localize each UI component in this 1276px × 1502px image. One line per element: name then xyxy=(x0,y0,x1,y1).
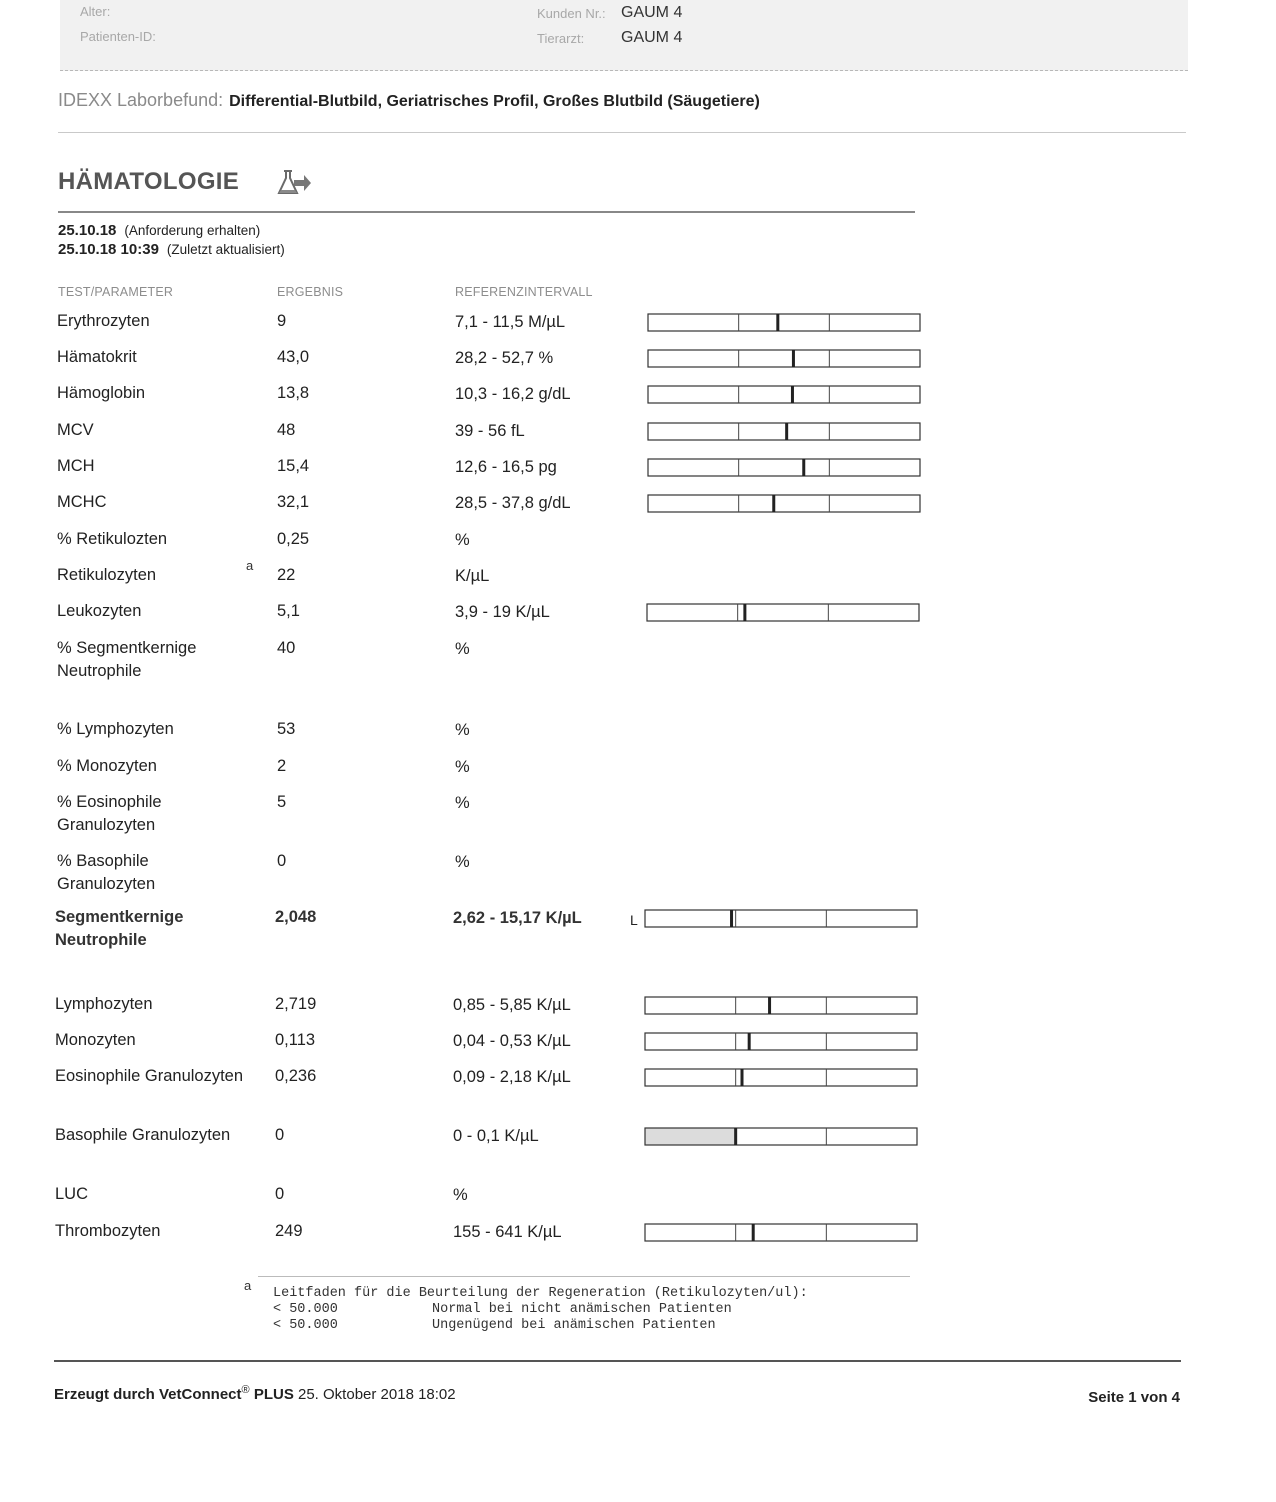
reference-range: 10,3 - 16,2 g/dL xyxy=(455,385,571,403)
page-number: Seite 1 von 4 xyxy=(1088,1389,1180,1406)
footnote-marker: a xyxy=(244,1278,252,1293)
result-value: 2,719 xyxy=(275,995,317,1013)
footnote-line-2-value: < 50.000 xyxy=(273,1302,338,1317)
reference-range: % xyxy=(455,531,470,549)
reference-range: % xyxy=(455,758,470,776)
reference-range: 28,5 - 37,8 g/dL xyxy=(455,494,571,512)
low-flag: L xyxy=(630,912,638,928)
param-name: LUC xyxy=(55,1185,89,1203)
result-value: 249 xyxy=(275,1222,303,1240)
footnote-divider xyxy=(258,1276,910,1277)
range-bar-outline xyxy=(647,604,919,621)
result-marker xyxy=(791,386,794,403)
vet-value: GAUM 4 xyxy=(621,29,683,46)
param-name: Hämoglobin xyxy=(57,384,146,402)
result-value: 0,25 xyxy=(277,530,310,548)
param-name: Thrombozyten xyxy=(55,1222,161,1240)
range-bar xyxy=(648,495,920,512)
result-marker xyxy=(734,1128,737,1145)
result-value: 5 xyxy=(277,793,287,811)
result-value: 53 xyxy=(277,720,296,738)
range-bar-outline xyxy=(648,459,920,476)
footnote-line-2-text: Normal bei nicht anämischen Patienten xyxy=(432,1302,732,1317)
footnote-line-1: Leitfaden für die Beurteilung der Regeneration (Retikulozyten/ul): xyxy=(273,1286,808,1301)
col-reference: REFERENZINTERVALL xyxy=(455,285,593,299)
reference-range: 0,04 - 0,53 K/µL xyxy=(453,1032,571,1050)
footnote-ref: a xyxy=(246,558,254,573)
col-parameter: TEST/PARAMETER xyxy=(58,285,174,299)
lab-tests: Differential-Blutbild, Geriatrisches Profil, Großes Blutbild (Säugetiere) xyxy=(229,93,760,110)
result-value: 0 xyxy=(277,852,287,870)
range-bar-outline xyxy=(645,910,917,927)
param-name: % Retikulozten xyxy=(57,530,168,548)
param-name: Segmentkernige Neutrophile xyxy=(55,908,184,949)
reference-range: 39 - 56 fL xyxy=(455,422,525,440)
result-marker xyxy=(785,423,788,440)
result-marker xyxy=(741,1069,744,1086)
lab-prefix: IDEXX Laborbefund: xyxy=(58,90,224,110)
age-label: Alter: xyxy=(80,4,111,19)
param-name: Monozyten xyxy=(55,1031,136,1049)
reference-range: 28,2 - 52,7 % xyxy=(455,349,554,367)
param-name: MCHC xyxy=(57,493,107,511)
result-value: 2,048 xyxy=(275,908,317,926)
param-name: MCV xyxy=(57,421,94,439)
result-value: 40 xyxy=(277,639,296,657)
reference-range: 2,62 - 15,17 K/µL xyxy=(453,909,582,927)
range-bar xyxy=(645,997,917,1014)
result-value: 2 xyxy=(277,757,287,775)
result-value: 9 xyxy=(277,312,287,330)
param-name: Erythrozyten xyxy=(57,312,150,330)
result-value: 0 xyxy=(275,1126,285,1144)
range-bar xyxy=(648,350,920,367)
reference-range: 3,9 - 19 K/µL xyxy=(455,603,550,621)
range-bar-outline xyxy=(648,423,920,440)
param-name: Lymphozyten xyxy=(55,995,153,1013)
range-bar-outline xyxy=(645,1069,917,1086)
footer-generated: Erzeugt durch VetConnect® PLUS 25. Oktober 2018 18:02 xyxy=(54,1384,456,1403)
reference-range: % xyxy=(455,794,470,812)
range-bar-outline xyxy=(648,350,920,367)
footer-divider xyxy=(54,1360,1181,1362)
reference-range: 0 - 0,1 K/µL xyxy=(453,1127,539,1145)
reference-range: 0,85 - 5,85 K/µL xyxy=(453,996,571,1014)
vet-label: Tierarzt: xyxy=(537,31,585,46)
result-value: 15,4 xyxy=(277,457,310,475)
range-bar xyxy=(648,314,920,331)
footnote-line-3-text: Ungenügend bei anämischen Patienten xyxy=(432,1318,716,1333)
range-bar xyxy=(648,423,920,440)
range-bar xyxy=(645,1033,917,1050)
result-value: 13,8 xyxy=(277,384,310,402)
customer-no-label: Kunden Nr.: xyxy=(537,6,606,21)
param-name: % Monozyten xyxy=(57,757,157,775)
param-name: % Lymphozyten xyxy=(57,720,174,738)
param-name: % Segmentkernige Neutrophile xyxy=(57,639,197,680)
param-name: % Basophile Granulozyten xyxy=(57,852,156,893)
result-marker xyxy=(743,604,746,621)
col-result: ERGEBNIS xyxy=(277,285,344,299)
range-bar xyxy=(645,1069,917,1086)
param-name: Eosinophile Granulozyten xyxy=(55,1067,244,1085)
param-name: MCH xyxy=(57,457,95,475)
range-bar-outline xyxy=(645,1033,917,1050)
result-marker xyxy=(792,350,795,367)
range-bar-outline xyxy=(648,314,920,331)
range-bar-outline xyxy=(645,1224,917,1241)
result-marker xyxy=(768,997,771,1014)
result-marker xyxy=(752,1224,755,1241)
range-bar-outline xyxy=(648,495,920,512)
param-name: Retikulozyten xyxy=(57,566,157,584)
updated-date: 25.10.18 10:39 (Zuletzt aktualisiert) xyxy=(58,241,285,258)
reference-range: 12,6 - 16,5 pg xyxy=(455,458,557,476)
param-name: Hämatokrit xyxy=(57,348,137,366)
range-bar xyxy=(645,910,917,927)
patient-id-label: Patienten-ID: xyxy=(80,29,156,44)
range-bar xyxy=(648,386,920,403)
result-value: 5,1 xyxy=(277,602,300,620)
range-bar xyxy=(645,1224,917,1241)
range-bar-outline xyxy=(648,386,920,403)
reference-range: K/µL xyxy=(455,567,490,585)
param-name: Leukozyten xyxy=(57,602,142,620)
range-bar xyxy=(648,459,920,476)
range-bar xyxy=(647,604,919,621)
result-value: 0,236 xyxy=(275,1067,317,1085)
result-marker xyxy=(730,910,733,927)
result-value: 22 xyxy=(277,566,296,584)
reference-range: % xyxy=(455,640,470,658)
reference-range: % xyxy=(453,1186,468,1204)
reference-range: % xyxy=(455,721,470,739)
result-value: 43,0 xyxy=(277,348,310,366)
section-title: HÄMATOLOGIE xyxy=(58,168,240,195)
range-bar-outline xyxy=(645,997,917,1014)
result-value: 48 xyxy=(277,421,296,439)
reference-range: % xyxy=(455,853,470,871)
result-value: 32,1 xyxy=(277,493,310,511)
param-name: Basophile Granulozyten xyxy=(55,1126,231,1144)
range-bar xyxy=(645,1128,917,1145)
range-bar-low-shade xyxy=(645,1128,736,1145)
result-marker xyxy=(748,1033,751,1050)
result-marker xyxy=(772,495,775,512)
reference-range: 155 - 641 K/µL xyxy=(453,1223,562,1241)
param-name: % Eosinophile Granulozyten xyxy=(57,793,162,834)
received-date: 25.10.18 (Anforderung erhalten) xyxy=(58,222,261,239)
result-marker xyxy=(802,459,805,476)
reference-range: 0,09 - 2,18 K/µL xyxy=(453,1068,571,1086)
reference-range: 7,1 - 11,5 M/µL xyxy=(455,313,566,331)
result-value: 0 xyxy=(275,1185,285,1203)
customer-no-value: GAUM 4 xyxy=(621,4,683,21)
footnote-line-3-value: < 50.000 xyxy=(273,1318,338,1333)
result-marker xyxy=(776,314,779,331)
result-value: 0,113 xyxy=(275,1031,316,1049)
